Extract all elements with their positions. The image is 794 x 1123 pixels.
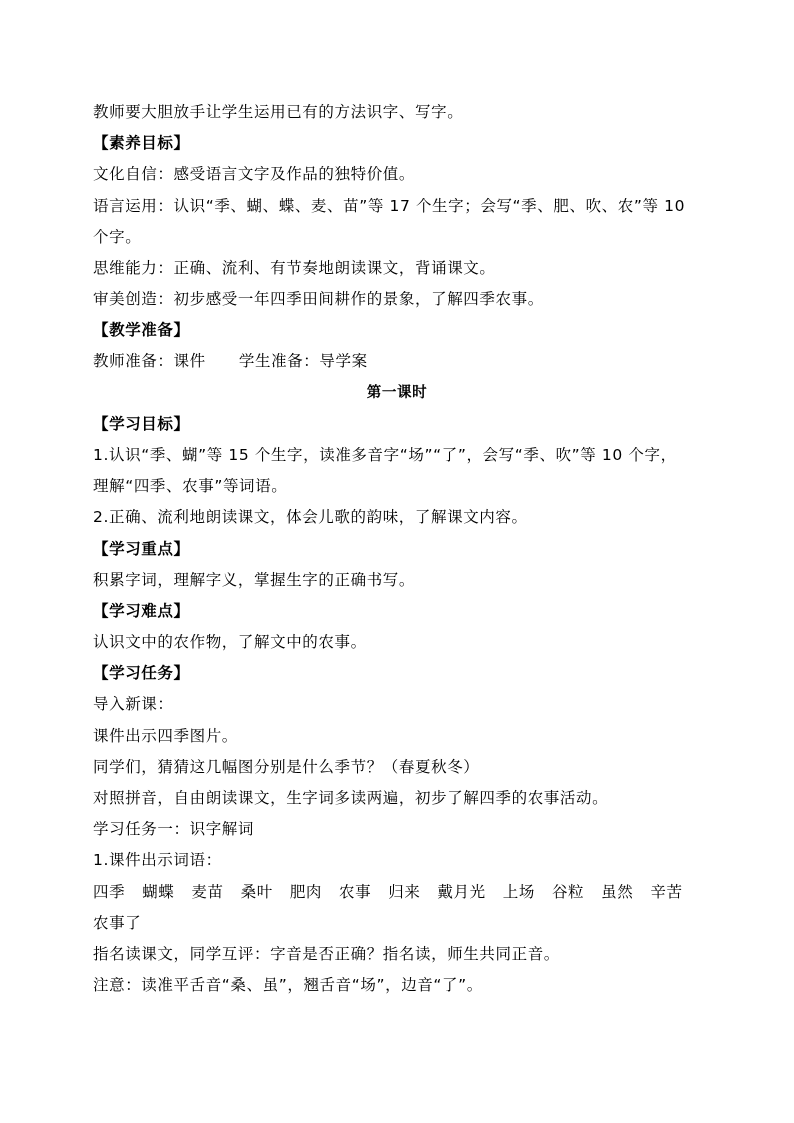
word-list <box>93 882 713 902</box>
text-line: 导入新课： <box>93 695 174 713</box>
word-item: 农事 <box>339 883 372 901</box>
word-item-last: 农事了 <box>93 914 142 932</box>
text-line: 1.认识“季、蝴”等 15 个生字，读准多音字“场”“了”，会写“季、吹”等 10 个字， <box>93 446 677 464</box>
text-line: 注意：读准平舌音“桑、虽”，翘舌音“场”，边音“了”。 <box>93 976 483 994</box>
text-line: 指名读课文，同学互评：字音是否正确？指名读，师生共同正音。 <box>93 945 560 963</box>
text-line: 1.课件出示词语： <box>93 851 222 869</box>
word-item: 虽然 <box>601 883 634 901</box>
word-item: 戴月光 <box>437 883 486 901</box>
section-heading-mubiao: 【学习目标】 <box>93 415 190 433</box>
text-line: 积累字词，理解字义，掌握生字的正确书写。 <box>93 571 416 589</box>
section-heading-nandian: 【学习难点】 <box>93 602 190 620</box>
text-line: 同学们，猜猜这几幅图分别是什么季节？（春夏秋冬） <box>93 758 480 776</box>
word-item: 四季 <box>93 883 126 901</box>
text-line: 审美创造：初步感受一年四季田间耕作的景象，了解四季农事。 <box>93 290 544 308</box>
word-item: 麦苗 <box>191 883 224 901</box>
text-line: 文化自信：感受语言文字及作品的独特价值。 <box>93 165 416 183</box>
text-line: 教师准备：课件 学生准备：导学案 <box>93 352 368 370</box>
section-heading-suyang: 【素养目标】 <box>93 134 190 152</box>
text-line: 学习任务一：识字解词 <box>93 820 255 838</box>
text-line: 认识文中的农作物，了解文中的农事。 <box>93 633 367 651</box>
text-line: 语言运用：认识“季、蝴、蝶、麦、苗”等 17 个生字；会写“季、肥、吹、农”等 10 <box>93 197 686 215</box>
word-item: 蝴蝶 <box>142 883 175 901</box>
word-item: 辛苦 <box>650 883 683 901</box>
text-line: 理解“四季、农事”等词语。 <box>93 477 288 495</box>
text-line: 对照拼音，自由朗读课文，生字词多读两遍，初步了解四季的农事活动。 <box>93 789 609 807</box>
text-line: 个字。 <box>93 228 142 246</box>
section-heading-zhongdian: 【学习重点】 <box>93 540 190 558</box>
section-heading-renwu: 【学习任务】 <box>93 664 190 682</box>
word-item: 归来 <box>388 883 421 901</box>
text-line: 2.正确、流利地朗读课文，体会儿歌的韵味，了解课文内容。 <box>93 508 528 526</box>
text-line: 教师要大胆放手让学生运用已有的方法识字、写字。 <box>93 103 464 121</box>
text-line: 思维能力：正确、流利、有节奏地朗读课文，背诵课文。 <box>93 259 496 277</box>
word-item: 谷粒 <box>551 883 585 901</box>
section-heading-zhunbei: 【教学准备】 <box>93 321 190 339</box>
word-item: 桑叶 <box>240 883 273 901</box>
word-item: 上场 <box>502 883 535 901</box>
text-line: 课件出示四季图片。 <box>93 727 238 745</box>
lesson-title: 第一课时 <box>366 385 428 401</box>
word-item: 肥肉 <box>289 883 323 901</box>
